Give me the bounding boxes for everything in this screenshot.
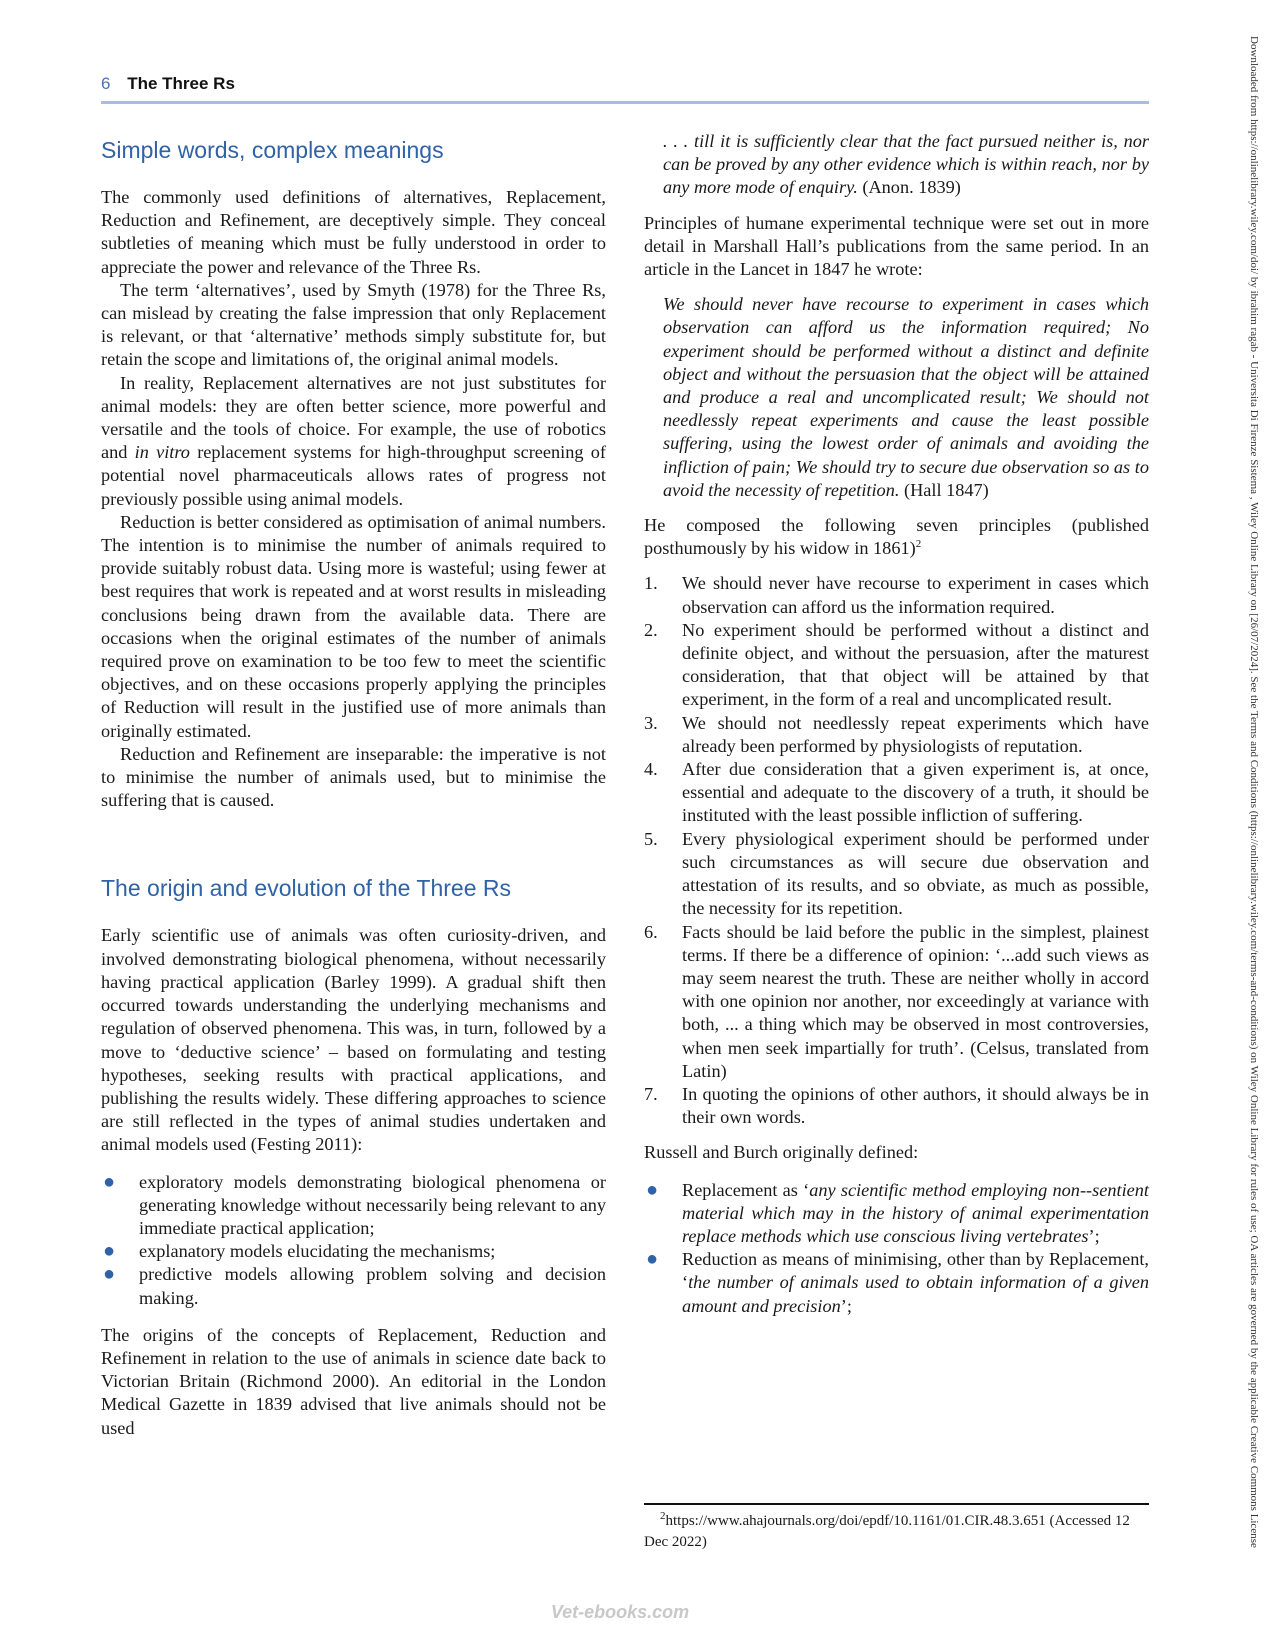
footnote-marker: 2 xyxy=(915,538,922,551)
bullet-icon: ● xyxy=(103,1240,116,1263)
definitions-list xyxy=(644,1179,1149,1318)
list-item: 2. No experiment should be performed without a distinct and definite object, and without the persuasion, after the maturest consideration, that that object will be attained by that experiment, in the form of a real and uncomplicated result. xyxy=(644,619,1149,710)
paragraph: Reduction is better considered as optimisation of animal numbers. The intention is to minimise the number of animals required to provide suitably robust data. Using more is wasteful; using fewer at best requires that work is repeated and at worst results in misleading conclusions being drawn from the available data. There are occasions when the original estimates of the number of animals required prove on examination to be too few to meet the scientific objectives, and on these occasions properly applying the principles of Reduction will result in the justified use of more animals than originally estimated. xyxy=(101,511,606,741)
list-item: 6. Facts should be laid before the public in the simplest, plainest terms. If there be a difference of opinion: ‘...add such views as may seem nearest the truth. These are neither wholly in accord with one opinion nor another, nor exceedingly at variance with both, ... a thing which may be observed in most controversies, when men seek impartially for truth’. (Celsus, translated from Latin) xyxy=(644,921,1149,1081)
bullet-icon: ● xyxy=(646,1178,659,1201)
principles-list xyxy=(644,572,1149,1129)
paragraph: In reality, Replacement alternatives are not just substitutes for animal models: they are often better science, more powerful and versatile and the tools of choice. For example, the use of robotics and in vitro replacement systems for high-throughput screening of potential novel pharmaceuticals allows rates of progress not previously possible using animal models. xyxy=(101,372,607,509)
paragraph: Principles of humane experimental technique were set out in more detail in Marshall Hall’s publications from the same period. In an article in the Lancet in 1847 he wrote: xyxy=(644,212,1149,280)
bullet-list xyxy=(101,1171,606,1310)
footnote-text: https://www.ahajournals.org/doi/epdf/10.1161/01.CIR.48.3.651 (Accessed 12 Dec 2022) xyxy=(644,1513,1130,1550)
list-item: ● Reduction as means of minimising, other than by Replacement, ‘the number of animals used to obtain information of a given amount and precision’; xyxy=(646,1248,1149,1316)
list-item: 5. Every physiological experiment should be performed under such circumstances as will secure due observation and attestation of its results, and so obviate, as much as possible, the necessity for its repetition. xyxy=(644,828,1149,919)
footnote-number: 2 xyxy=(660,1510,666,1522)
bullet-icon: ● xyxy=(646,1248,659,1271)
running-header xyxy=(101,74,1149,94)
download-notice-sidebar: Downloaded from https://onlinelibrary.wiley.com/doi/ by ibrahim ragab - Universita Di Firenze Sistema , Wiley Online Library on [26/07/2024]. See the Terms and Conditions (https://onlinelibrary.wiley.com/terms-and-conditions) on Wiley Online Library for rules of use; OA articles are governed by the applicable Creative Commons License xyxy=(1248,36,1260,1548)
paragraph: Early scientific use of animals was often curiosity-driven, and involved demonstrating biological phenomena, without necessarily having practical application (Barley 1999). A gradual shift then occurred towards understanding the underlying mechanisms and regulation of observed phenomena. This was, in turn, followed by a move to ‘deductive science’ – based on formulating and testing hypotheses, seeking results with practical applications, and publishing the results widely. These differing approaches to science are still reflected in the types of animal studies undertaken and animal models used (Festing 2011): xyxy=(101,925,606,1155)
bullet-icon: ● xyxy=(103,1263,116,1286)
section-heading-origin: The origin and evolution of the Three Rs xyxy=(101,875,511,902)
running-title: The Three Rs xyxy=(127,74,235,93)
right-column xyxy=(644,130,1149,1332)
paragraph: The commonly used definitions of alternatives, Replacement, Reduction and Refinement, are deceptively simple. They conceal subtleties of meaning which must be fully understood in order to appreciate the power and relevance of the Three Rs. xyxy=(101,187,606,277)
list-item: ● Replacement as ‘any scientific method employing non--sentient material which may in the history of animal experimentation replace methods which use conscious living vertebrates’; xyxy=(646,1178,1149,1246)
paragraph: The term ‘alternatives’, used by Smyth (1978) for the Three Rs, can mislead by creating the false impression that only Replacement is relevant, or that ‘alternative’ methods simply substitute for, but retain the scope and limitations of, the original animal models. xyxy=(101,279,606,370)
section-heading-simple-words: Simple words, complex meanings xyxy=(101,137,444,163)
list-item: ● explanatory models elucidating the mechanisms; xyxy=(103,1240,496,1263)
bullet-icon: ● xyxy=(103,1170,116,1193)
list-item: 7. In quoting the opinions of other authors, it should always be in their own words. xyxy=(644,1083,1149,1128)
paragraph: The origins of the concepts of Replacement, Reduction and Refinement in relation to the use of animals in science date back to Victorian Britain (Richmond 2000). An editorial in the London Medical Gazette in 1839 advised that live animals should not be used xyxy=(101,1324,606,1438)
list-item: ● predictive models allowing problem solving and decision making. xyxy=(103,1263,606,1308)
list-item: 3. We should not needlessly repeat experiments which have already been performed by physiologists of reputation. xyxy=(644,712,1149,756)
header-rule xyxy=(101,101,1149,104)
footnote xyxy=(644,1511,1149,1553)
paragraph: He composed the following seven principles (published posthumously by his widow in 1861)$^2$ xyxy=(644,515,1149,559)
left-column xyxy=(101,130,606,1440)
watermark-logo: Vet-ebooks.com xyxy=(550,1602,690,1622)
list-item: 4. After due consideration that a given experiment is, at once, essential and adequate to the discovery of a truth, it should be instituted with the least possible infliction of suffering. xyxy=(644,759,1149,826)
paragraph: Russell and Burch originally defined: xyxy=(644,1142,919,1163)
list-item: ● exploratory models demonstrating biological phenomena or generating knowledge without necessarily being relevant to any immediate practical application; xyxy=(103,1170,606,1238)
block-quote-anon: . . . till it is sufficiently clear that the fact pursued neither is, nor can be proved by any other evidence which is within reach, nor by any more mode of enquiry. (Anon. 1839) xyxy=(663,131,1149,198)
list-item: 1. We should never have recourse to experiment in cases which observation can afford us the information required. xyxy=(644,573,1149,617)
block-quote-hall: We should never have recourse to experiment in cases which observation can afford us the information required; No experiment should be performed without a distinct and definite object and without the persuasion that the object will be attained and produce a real and uncomplicated result; We should not needlessly repeat experiments and cause the least possible suffering, using the lowest order of animals and avoiding the infliction of pain; We should try to secure due observation so as to avoid the necessity of repetition. (Hall 1847) xyxy=(663,294,1149,500)
paragraph: Reduction and Refinement are inseparable: the imperative is not to minimise the number of animals used, but to minimise the suffering that is caused. xyxy=(101,743,606,811)
footnote-rule xyxy=(644,1503,1149,1505)
page-number: 6 xyxy=(101,74,111,93)
